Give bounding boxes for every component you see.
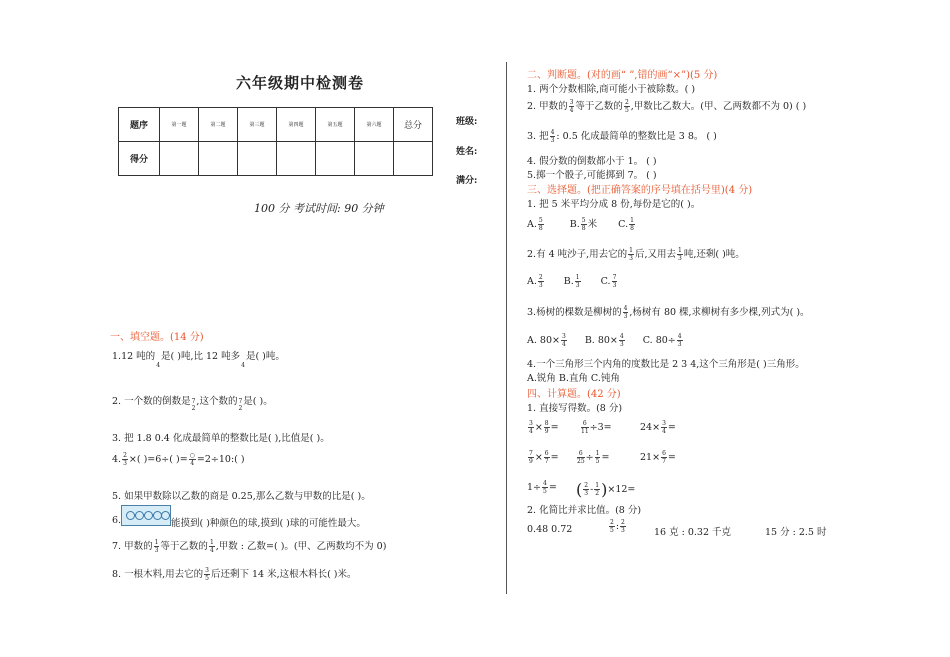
section-heading: 四、计算题。(42 分) xyxy=(527,389,621,400)
table-cell[interactable] xyxy=(394,142,433,176)
column-divider xyxy=(506,62,507,594)
question-4: 4. $\frac{2}{3}$ ×( )=6÷( )= ○ 4 =2÷10:( ) xyxy=(112,452,245,467)
ratio-item: 16 克 : 0.32 千克 xyxy=(654,527,732,538)
section-heading: 三、选择题。(把正确答案的序号填在括号里)(4 分) xyxy=(527,185,753,196)
exam-info: 100 分 考试时间: 90 分钟 xyxy=(254,202,384,215)
calc-item: $\frac{6}{11}$ ÷3= xyxy=(581,420,612,435)
question-2: 2. 一个数的倒数是 7 2 ,这个数的 7 2 是( )。 xyxy=(112,396,273,412)
table-cell: 得分 xyxy=(119,142,160,176)
table-cell[interactable] xyxy=(238,142,277,176)
calc-item: $\frac{6}{25}$ ÷ $\frac{1}{5}$ = xyxy=(577,450,610,465)
table-row xyxy=(119,142,433,176)
calc-subheading-1: 1. 直接写得数。(8 分) xyxy=(527,403,623,414)
judge-5: 5.掷一个骰子,可能掷到 7。 ( ) xyxy=(527,170,657,181)
choice-2-options: A. $\frac{2}{3}$ B. $\frac{1}{3}$ C. $\frac{7}{3}$ xyxy=(527,274,617,289)
choice-4-options: A.锐角 B.直角 C.钝角 xyxy=(527,373,620,384)
table-cell[interactable] xyxy=(199,142,238,176)
choice-1: 1. 把 5 米平均分成 8 份,每份是它的( )。 xyxy=(527,199,701,210)
question-5: 5. 如果甲数除以乙数的商是 0.25,那么乙数与甲数的比是( )。 xyxy=(112,491,371,502)
question-6-number: 6. xyxy=(112,515,122,526)
question-6: 能摸到( )种颜色的球,摸到( )球的可能性最大。 xyxy=(171,518,366,529)
score-table xyxy=(118,107,433,176)
calc-item: ( $\frac{2}{3}$ - $\frac{1}{2}$ )×12= xyxy=(576,480,636,499)
section-heading: 二、判断题。(对的画“ ”,错的画“×”)(5 分) xyxy=(527,70,718,81)
section-heading: 一、填空题。(14 分) xyxy=(110,332,204,343)
judge-3: 3. 把 $\frac{4}{3}$ : 0.5 化成最简单的整数比是 3 8。 ( ) xyxy=(527,129,717,144)
question-7: 7. 甲数的 $\frac{1}{3}$ 等于乙数的 $\frac{1}{4}$ ,甲数 : 乙数=( )。(甲、乙两数均不为 0) xyxy=(112,539,387,554)
ratio-item: $\frac{2}{5}$ : $\frac{2}{3}$ xyxy=(610,519,625,534)
table-row xyxy=(119,108,433,142)
calc-item: $\frac{7}{9}$ × $\frac{6}{7}$ = xyxy=(529,450,559,465)
table-cell: 第五题 xyxy=(316,108,355,142)
calc-subheading-2: 2. 化简比并求比值。(8 分) xyxy=(527,505,642,516)
table-cell: 第三题 xyxy=(238,108,277,142)
calc-item: 21× $\frac{6}{7}$ = xyxy=(640,450,676,465)
question-3: 3. 把 1.8 0.4 化成最简单的整数比是( ),比值是( )。 xyxy=(112,433,330,444)
class-label: 班级: xyxy=(456,117,478,127)
judge-2: 2. 甲数的 $\frac{3}{4}$ 等于乙数的 $\frac{2}{5}$ ,甲数比乙数大。(甲、乙两数都不为 0) ( ) xyxy=(527,99,807,114)
ratio-item: 15 分 : 2.5 时 xyxy=(765,527,827,538)
calc-item: 24× $\frac{3}{4}$ = xyxy=(640,420,676,435)
name-label: 姓名: xyxy=(456,147,478,157)
table-cell: 第一题 xyxy=(160,108,199,142)
ratio-item: 0.48 0.72 xyxy=(527,524,573,535)
question-8: 8. 一根木料,用去它的 $\frac{3}{5}$ 后还剩下 14 米,这根木料长( )米。 xyxy=(112,567,357,582)
table-cell[interactable] xyxy=(316,142,355,176)
fullscore-label: 满分: xyxy=(456,176,478,186)
choice-3-options: A. 80× $\frac{3}{4}$ B. 80× $\frac{4}{3}$ C. 80÷ $\frac{4}{3}$ xyxy=(527,333,682,348)
page-title: 六年级期中检测卷 xyxy=(236,74,365,92)
choice-2: 2.有 4 吨沙子,用去它的 $\frac{1}{3}$ 后,又用去 $\frac{1}{3}$ 吨,还剩( )吨。 xyxy=(527,247,745,262)
calc-item: 1÷ $\frac{4}{5}$ = xyxy=(527,480,557,495)
table-cell: 总分 xyxy=(394,108,433,142)
calc-item: $\frac{3}{4}$ × $\frac{8}{9}$ = xyxy=(529,420,559,435)
question-1: 1.12 吨的 4 是( )吨,比 12 吨多 4 是( )吨。 xyxy=(112,351,285,369)
choice-3: 3.杨树的棵数是柳树的 $\frac{4}{3}$ ,杨树有 80 棵,求柳树有多少棵,列式为( )。 xyxy=(527,305,810,320)
table-cell: 第二题 xyxy=(199,108,238,142)
table-cell: 第四题 xyxy=(277,108,316,142)
choice-1-options: A. $\frac{5}{8}$ B. $\frac{5}{8}$ 米 C. $\frac{1}{8}$ xyxy=(527,217,634,232)
table-cell: 第六题 xyxy=(355,108,394,142)
choice-4: 4.一个三角形三个内角的度数比是 2 3 4,这个三角形是( )三角形。 xyxy=(527,359,805,370)
ball-box-icon xyxy=(121,505,171,526)
judge-1: 1. 两个分数相除,商可能小于被除数。( ) xyxy=(527,84,696,95)
table-cell[interactable] xyxy=(160,142,199,176)
table-cell: 题序 xyxy=(119,108,160,142)
judge-4: 4. 假分数的倒数都小于 1。 ( ) xyxy=(527,156,657,167)
table-cell[interactable] xyxy=(355,142,394,176)
table-cell[interactable] xyxy=(277,142,316,176)
